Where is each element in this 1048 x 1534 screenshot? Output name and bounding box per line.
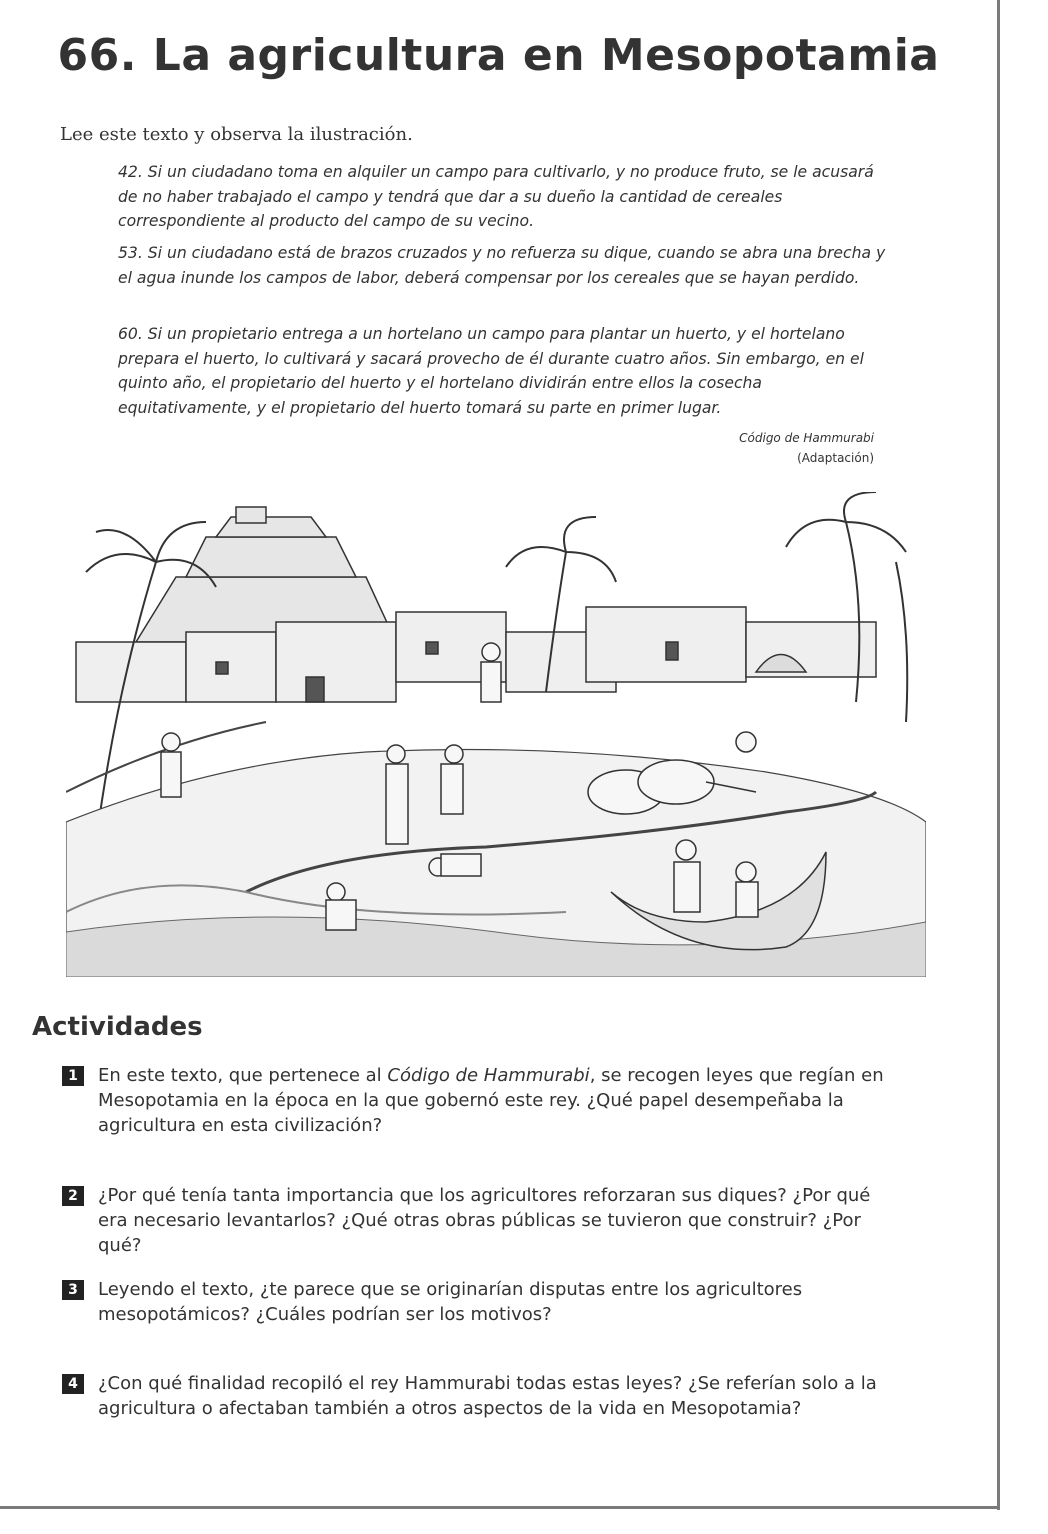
activity-3 — [62, 1277, 892, 1327]
intro-instruction: Lee este texto y observa la ilustración. — [60, 124, 413, 145]
activity-text: ¿Por qué tenía tanta importancia que los agricultores reforzaran sus diques? ¿Por qué era necesario levantarlos? ¿Qué otras obras públicas se tuvieron que construir? ¿Por qué? — [98, 1185, 871, 1256]
activity-1 — [62, 1063, 892, 1138]
page-title: 66. La agricultura en Mesopotamia — [57, 30, 940, 81]
activity-text: ¿Con qué finalidad recopiló el rey Hammurabi todas estas leyes? ¿Se referían solo a la agricultura o afectaban también a otros aspectos de la vida en Mesopotamia? — [98, 1373, 877, 1419]
activity-text: Leyendo el texto, ¿te parece que se originarían disputas entre los agricultores mesopotámicos? ¿Cuáles podrían ser los motivos? — [98, 1279, 803, 1325]
mesopotamia-farming-illustration — [66, 492, 926, 977]
activities-heading: Actividades — [32, 1012, 203, 1042]
activity-number-badge: 2 — [62, 1186, 84, 1206]
law-53: 53. Si un ciudadano está de brazos cruzados y no refuerza su dique, cuando se abra una brecha y el agua inunde los campos de labor, deberá compensar por los cereales que se hayan perdido. — [118, 244, 886, 287]
law-42: 42. Si un ciudadano toma en alquiler un campo para cultivarlo, y no produce fruto, se le acusará de no haber trabajado el campo y tendrá que dar a su dueño la cantidad de cereales correspondiente al producto del campo de su vecino. — [118, 163, 874, 230]
law-60: 60. Si un propietario entrega a un hortelano un campo para plantar un huerto, y el hortelano prepara el huerto, lo cultivará y sacará provecho de él durante cuatro años. Sin embargo, en el quinto año, el propietario del huerto y el hortelano dividirán entre ellos la cosecha equitativamente, y el propietario del huerto tomará su parte en primer lugar. — [118, 325, 864, 417]
page-frame-right — [997, 0, 1000, 1510]
activity-number-badge: 1 — [62, 1066, 84, 1086]
source-work: Código de Hammurabi — [739, 431, 874, 445]
activity-4 — [62, 1371, 892, 1421]
activity-2 — [62, 1183, 892, 1258]
activity-number-badge: 3 — [62, 1280, 84, 1300]
activity-number-badge: 4 — [62, 1374, 84, 1394]
source-note: (Adaptación) — [797, 451, 874, 465]
activity-text: En este texto, que pertenece al Código de Hammurabi, se recogen leyes que regían en Mesopotamia en la época en la que gobernó este rey. ¿Qué papel desempeñaba la agricultura en esta civilización? — [98, 1065, 884, 1136]
source-citation — [739, 428, 874, 468]
page-frame-bottom — [0, 1506, 1000, 1509]
